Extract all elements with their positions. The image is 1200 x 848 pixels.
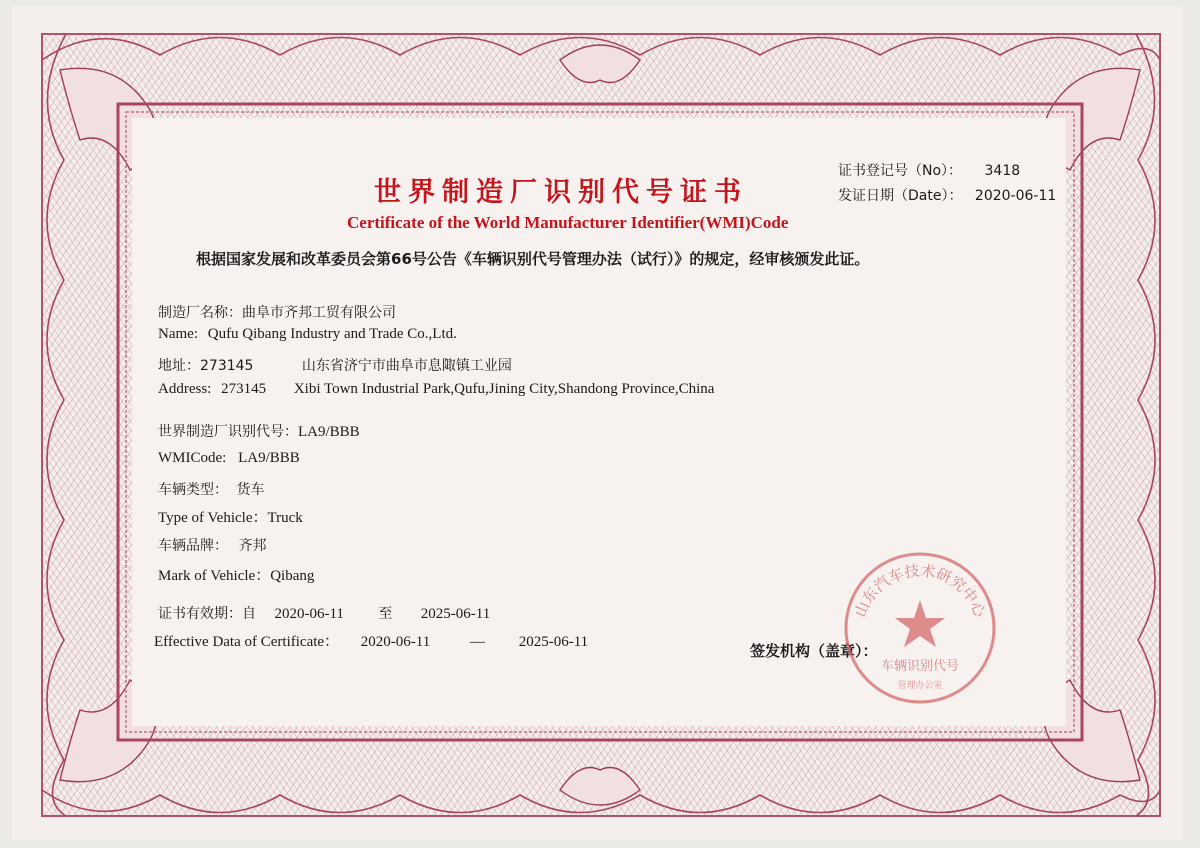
field-label: Name: [158, 326, 198, 342]
seal-bottom-text: 管理办公室 [897, 681, 943, 691]
field-label: Address: [158, 381, 212, 397]
field-label: 地址： [158, 358, 200, 374]
validity-period-cn [158, 603, 490, 623]
field-value: LA9/BBB [298, 424, 360, 440]
field-label: 证书有效期：自 [158, 606, 256, 622]
vehicle-brand-cn [158, 535, 266, 555]
field-label: 制造厂名称： [158, 305, 242, 321]
issue-date-label: 发证日期（Date）： [838, 188, 963, 204]
postal-code: 273145 [221, 381, 267, 397]
dash: — [469, 634, 485, 650]
address-cn [158, 355, 512, 375]
issuing-authority-label: 签发机构（盖章）： [750, 642, 878, 660]
valid-to-date: 2025-06-11 [420, 606, 491, 622]
wmi-code-cn [158, 421, 360, 441]
field-value: 齐邦 [238, 538, 267, 554]
registration-number [838, 160, 1020, 180]
valid-from-date: 2020-06-11 [274, 606, 344, 622]
seal-ring-text: 山东汽车技术研究中心 [850, 561, 990, 620]
address-en [158, 381, 714, 398]
registration-number-value: 3418 [984, 163, 1021, 179]
field-value: Qufu Qibang Industry and Trade Co.,Ltd. [207, 326, 457, 342]
manufacturer-name-cn [158, 302, 396, 322]
validity-period-en [154, 630, 588, 651]
field-value: Qibang [270, 568, 315, 584]
wmi-code-en [158, 450, 300, 467]
vehicle-brand-en [158, 564, 314, 585]
field-value: Truck [267, 510, 303, 526]
field-value: 山东省济宁市曲阜市息陬镇工业园 [301, 358, 512, 374]
issue-date [838, 185, 1056, 205]
field-value: LA9/BBB [238, 450, 300, 466]
to-word: 至 [378, 606, 393, 622]
field-value: 货车 [236, 482, 265, 498]
valid-from-date: 2020-06-11 [360, 634, 431, 650]
seal-star-icon [895, 600, 945, 647]
field-value: 曲阜市齐邦工贸有限公司 [242, 305, 396, 321]
field-label: 车辆类型： [158, 482, 228, 498]
field-value: Xibi Town Industrial Park,Qufu,Jining City,Shandong Province,China [293, 381, 715, 397]
title-english: Certificate of the World Manufacturer Identifier(WMI)Code [347, 213, 789, 232]
valid-to-date: 2025-06-11 [518, 634, 589, 650]
title-chinese: 世界制造厂识别代号证书 [374, 177, 748, 208]
seal-inner-text: 车辆识别代号 [880, 659, 960, 674]
official-seal [840, 548, 1000, 708]
vehicle-type-cn [158, 479, 264, 499]
manufacturer-name-en [158, 326, 457, 343]
vehicle-type-en [158, 506, 303, 527]
field-label: Mark of Vehicle： [158, 568, 271, 584]
field-label: 世界制造厂识别代号： [158, 424, 298, 440]
field-label: 车辆品牌： [158, 538, 228, 554]
field-label: Type of Vehicle： [158, 510, 268, 526]
issue-date-value: 2020-06-11 [974, 188, 1057, 204]
intro-statement: 根据国家发展和改革委员会第66号公告《车辆识别代号管理办法（试行）》的规定，经审核颁发此证。 [196, 250, 870, 268]
field-label: Effective Data of Certificate： [154, 634, 340, 650]
registration-number-label: 证书登记号（No）： [838, 163, 963, 179]
postal-code: 273145 [200, 358, 254, 374]
field-label: WMICode: [158, 450, 227, 466]
